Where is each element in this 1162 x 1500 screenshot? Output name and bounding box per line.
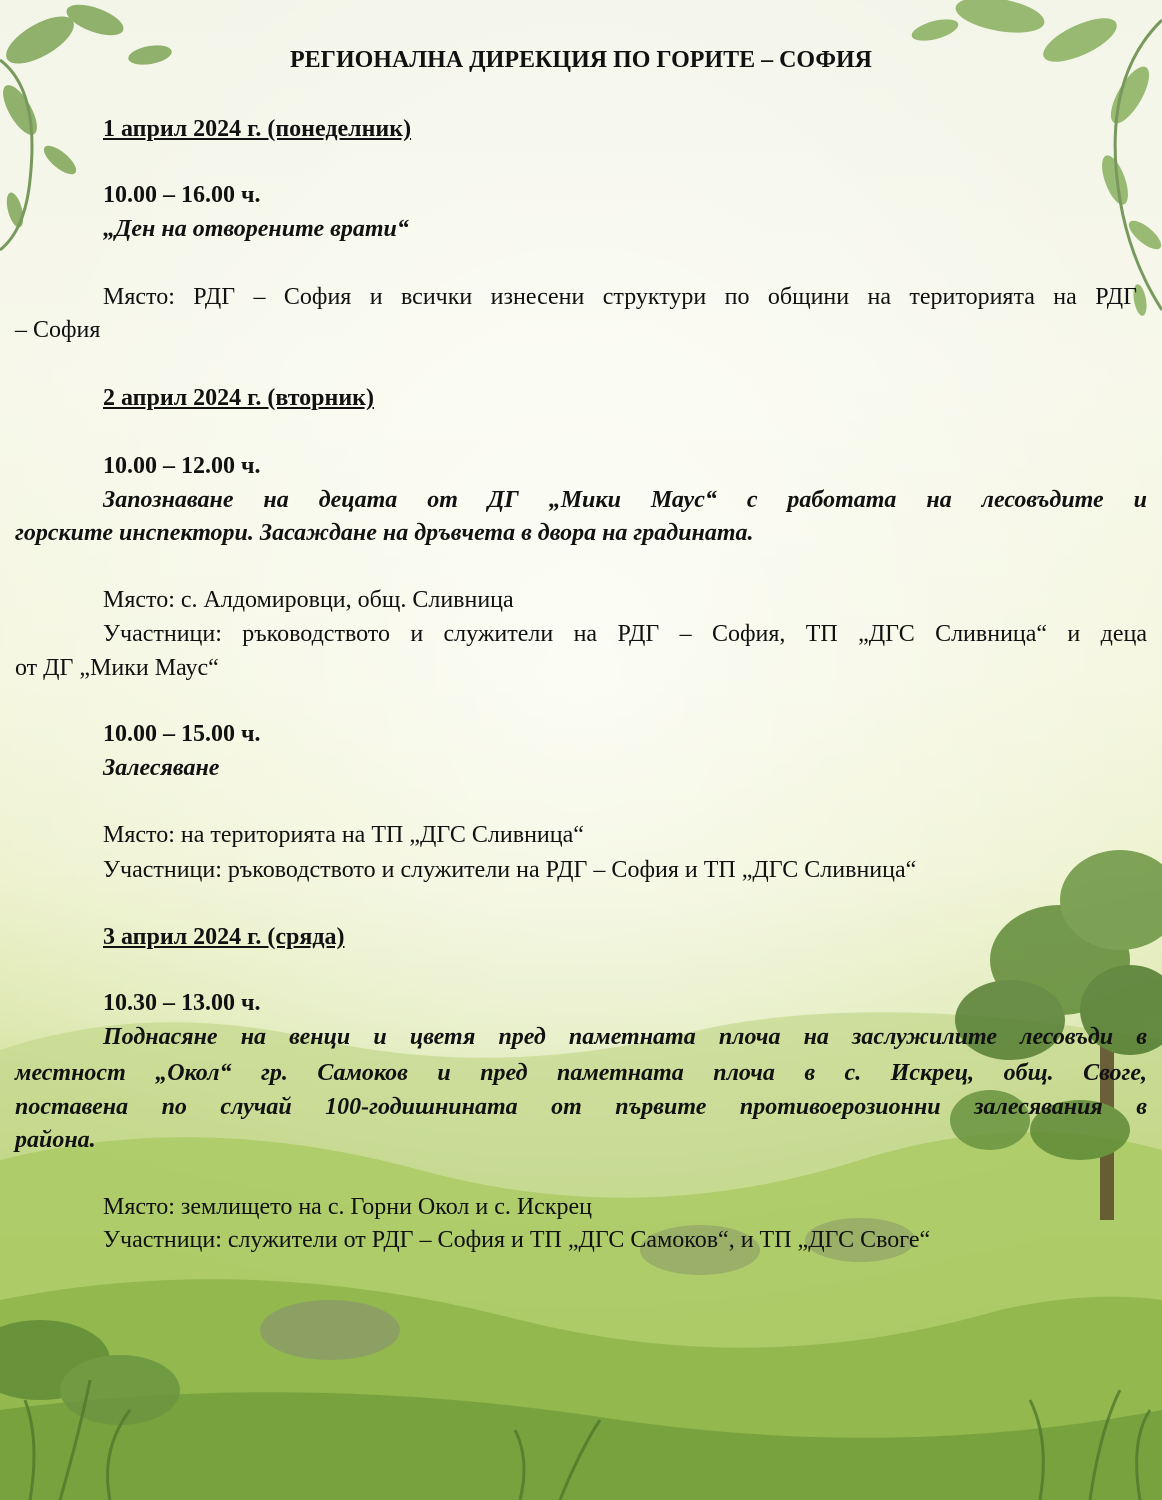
day-3-event-1-time: 10.30 – 13.00 ч. (103, 990, 261, 1016)
day-2-event-1-time: 10.00 – 12.00 ч. (103, 453, 261, 479)
day-3-event-1-title-cont-1: местност „Окол“ гр. Самоков и пред паметната плоча в с. Искрец, общ. Своге, (15, 1060, 1147, 1086)
day-3-event-1-title: Поднасяне на венци и цветя пред паметната плоча на заслужилите лесовъди в (103, 1024, 1147, 1050)
day-1-event-1-place: Място: РДГ – София и всички изнесени структури по общини на територията на РДГ (103, 284, 1137, 310)
day-2-event-2-time: 10.00 – 15.00 ч. (103, 721, 261, 747)
day-2-event-2-title: Залесяване (103, 755, 220, 781)
day-1-event-1-title: „Ден на отворените врати“ (103, 216, 409, 242)
day-2-event-1-place: Място: с. Алдомировци, общ. Сливница (103, 587, 514, 613)
day-3-event-1-participants: Участници: служители от РДГ – София и ТП „ДГС Самоков“, и ТП „ДГС Своге“ (103, 1227, 931, 1253)
day-3-event-1-place: Място: землището на с. Горни Окол и с. Искрец (103, 1194, 592, 1220)
day-3-event-1-title-cont-3: района. (15, 1127, 96, 1153)
day-1-date: 1 април 2024 г. (понеделник) (103, 116, 412, 142)
day-3-event-1-title-cont-2: поставена по случай 100-годишнината от първите противоерозионни залесявания в (15, 1094, 1147, 1120)
day-2-event-1-participants: Участници: ръководството и служители на РДГ – София, ТП „ДГС Сливница“ и деца (103, 621, 1147, 647)
day-1-event-1-time: 10.00 – 16.00 ч. (103, 182, 261, 208)
day-1-event-1-place-cont: – София (15, 317, 101, 343)
day-2-event-2-place: Място: на територията на ТП „ДГС Сливница“ (103, 822, 584, 848)
day-2-event-1-participants-cont: от ДГ „Мики Маус“ (15, 655, 219, 681)
document-title: РЕГИОНАЛНА ДИРЕКЦИЯ ПО ГОРИТЕ – СОФИЯ (290, 47, 872, 73)
day-2-event-1-title-cont: горските инспектори. Засаждане на дръвчета в двора на градината. (15, 520, 754, 546)
day-2-date: 2 април 2024 г. (вторник) (103, 385, 374, 411)
day-2-event-2-participants: Участници: ръководството и служители на РДГ – София и ТП „ДГС Сливница“ (103, 857, 917, 883)
day-2-event-1-title: Запознаване на децата от ДГ „Мики Маус“ с работата на лесовъдите и (103, 487, 1147, 513)
day-3-date: 3 април 2024 г. (сряда) (103, 924, 345, 950)
